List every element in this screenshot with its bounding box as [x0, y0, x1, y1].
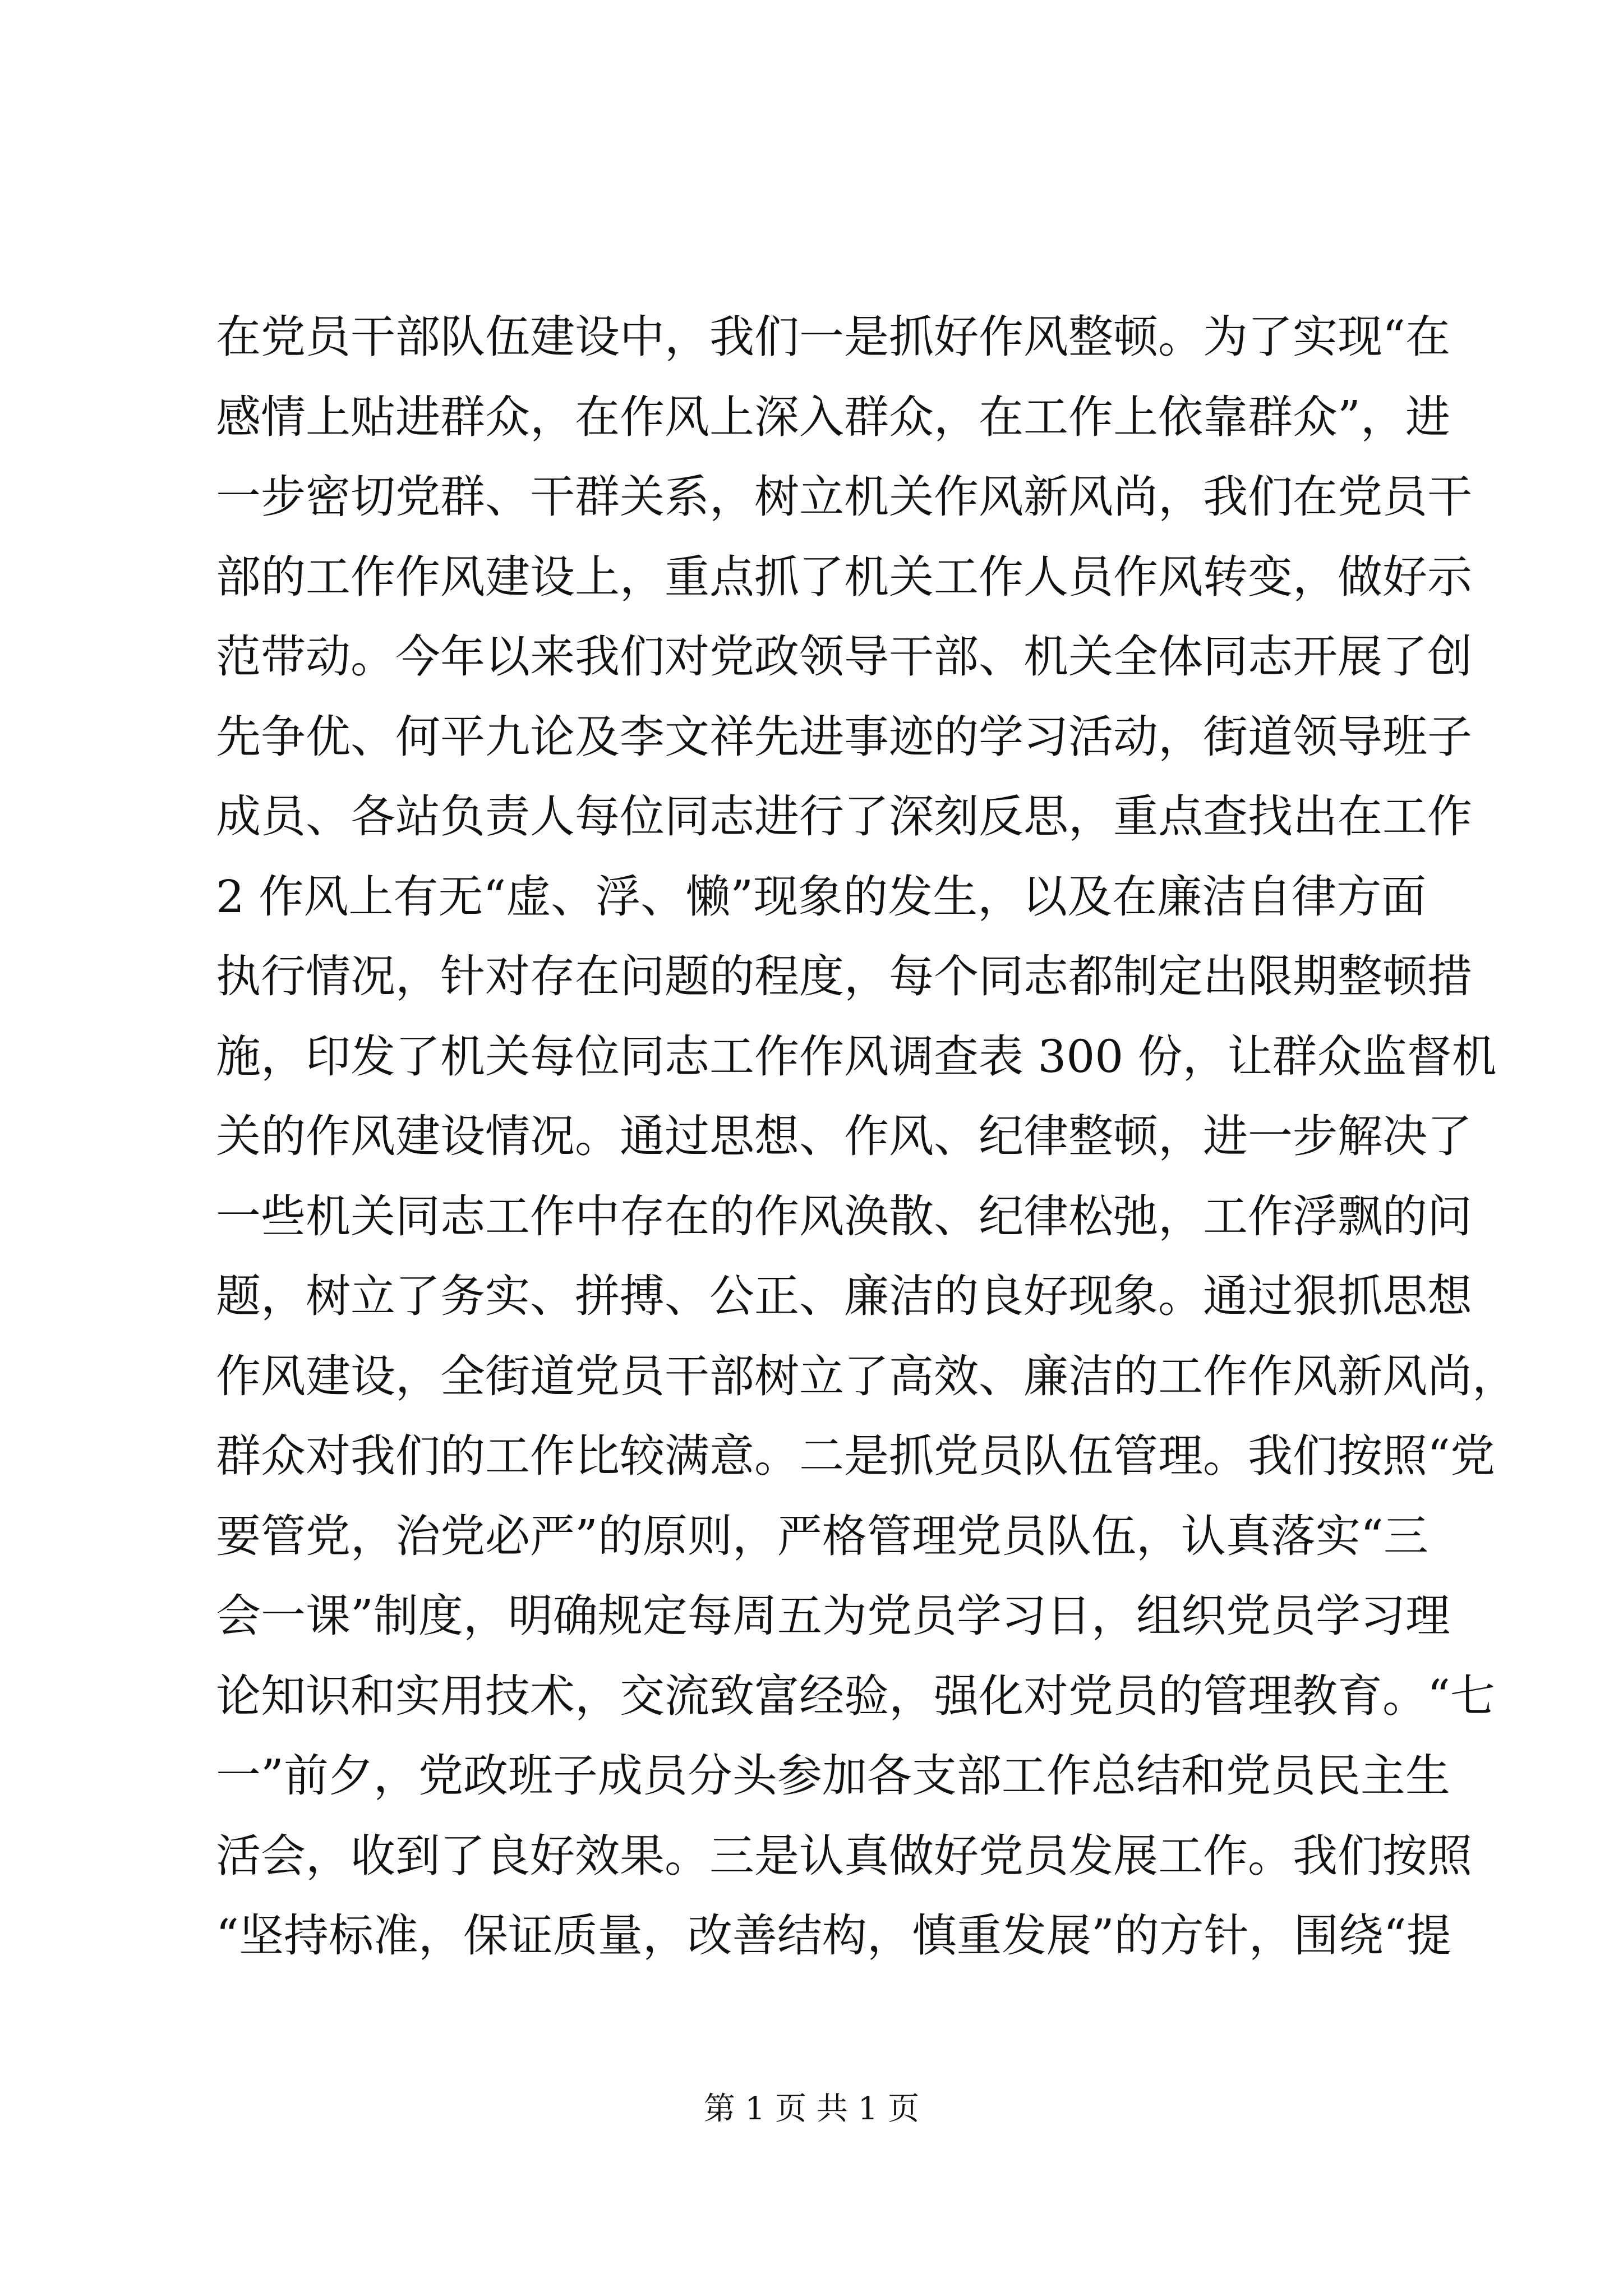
text-line: 题，树立了务实、拼搏、公正、廉洁的良好现象。通过狠抓思想	[216, 1270, 1472, 1322]
body-text	[216, 297, 1517, 1976]
text-line: 论知识和实用技术，交流致富经验，强化对党员的管理教育。“七	[216, 1669, 1495, 1722]
text-line: 活会，收到了良好效果。三是认真做好党员发展工作。我们按照	[216, 1829, 1472, 1882]
text-line: 群众对我们的工作比较满意。二是抓党员队伍管理。我们按照“党	[216, 1430, 1495, 1482]
text-line: 一些机关同志工作中存在的作风涣散、纪律松弛，工作浮飘的问	[216, 1190, 1472, 1243]
text-line: 部的工作作风建设上，重点抓了机关工作人员作风转变，做好示	[216, 550, 1472, 603]
text-line: 成员、各站负责人每位同志进行了深刻反思，重点查找出在工作	[216, 790, 1472, 843]
text-line: 感情上贴进群众，在作风上深入群众，在工作上依靠群众”，进	[216, 390, 1450, 443]
text-line: 2 作风上有无“虚、浮、懒”现象的发生，以及在廉洁自律方面	[216, 870, 1427, 923]
text-line: 施，印发了机关每位同志工作作风调查表 300 份，让群众监督机	[216, 1030, 1497, 1083]
text-line: 一”前夕，党政班子成员分头参加各支部工作总结和党员民主生	[216, 1750, 1450, 1802]
text-line: 要管党，治党必严”的原则，严格管理党员队伍，认真落实“三	[216, 1510, 1428, 1562]
text-line: 一步密切党群、干群关系，树立机关作风新风尚，我们在党员干	[216, 471, 1472, 523]
text-line: 执行情况，针对存在问题的程度，每个同志都制定出限期整顿措	[216, 950, 1472, 1002]
text-line: 先争优、何平九论及李文祥先进事迹的学习活动，街道领导班子	[216, 710, 1472, 763]
text-line: 会一课”制度，明确规定每周五为党员学习日，组织党员学习理	[216, 1590, 1450, 1642]
text-line: 作风建设，全街道党员干部树立了高效、廉洁的工作作风新风尚，	[216, 1350, 1517, 1402]
text-line: 范带动。今年以来我们对党政领导干部、机关全体同志开展了创	[216, 631, 1472, 683]
text-line: 关的作风建设情况。通过思想、作风、纪律整顿，进一步解决了	[216, 1110, 1472, 1162]
text-line: 在党员干部队伍建设中，我们一是抓好作风整顿。为了实现“在	[216, 311, 1450, 363]
page-footer: 第 1 页 共 1 页	[703, 2091, 920, 2127]
text-line: “坚持标准，保证质量，改善结构，慎重发展”的方针，围绕“提	[216, 1910, 1451, 1962]
